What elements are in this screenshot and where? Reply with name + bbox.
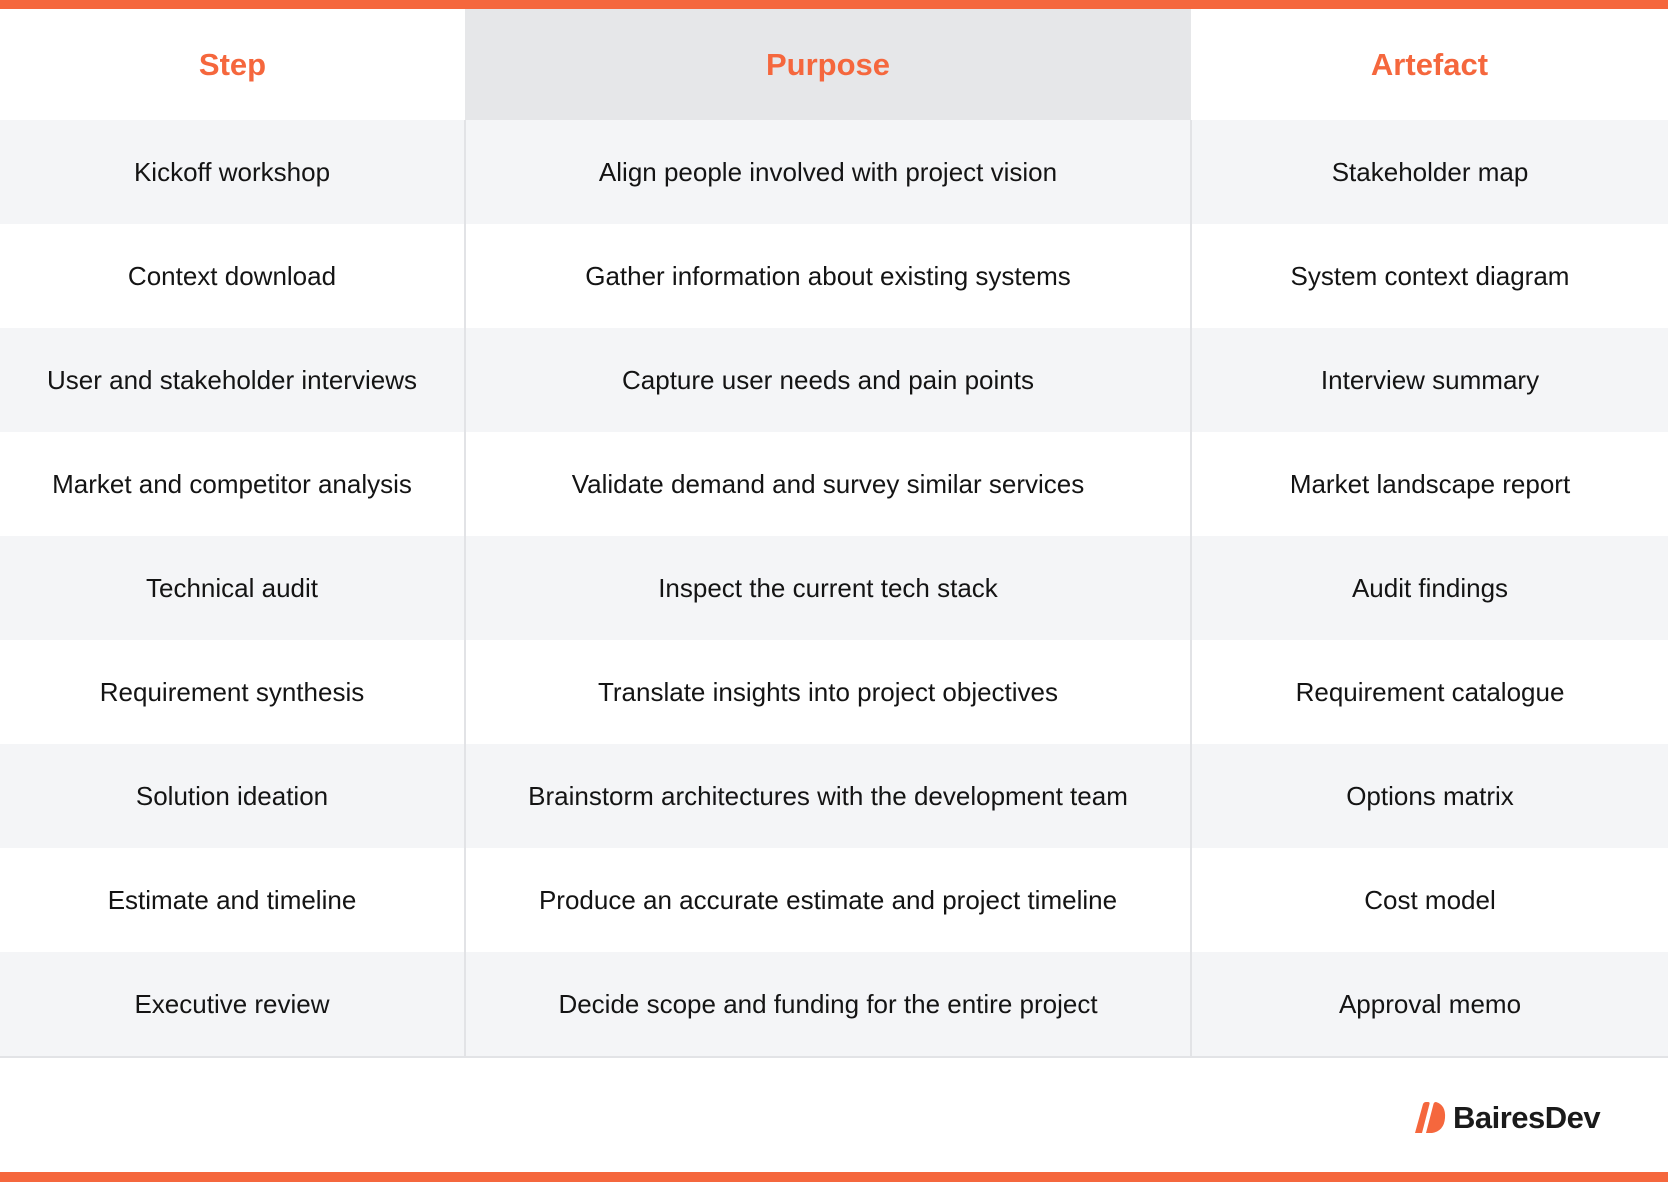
artefact-cell: Cost model	[1191, 848, 1668, 952]
step-cell: Requirement synthesis	[0, 640, 465, 744]
brand-name: BairesDev	[1453, 1100, 1601, 1135]
process-table	[0, 9, 1668, 1058]
artefact-cell: Stakeholder map	[1191, 120, 1668, 224]
artefact-cell: Interview summary	[1191, 328, 1668, 432]
table-row	[0, 848, 1668, 952]
artefact-cell: Requirement catalogue	[1191, 640, 1668, 744]
purpose-cell: Align people involved with project vision	[465, 120, 1191, 224]
bairesdev-logo-icon	[1411, 1101, 1447, 1135]
table-row	[0, 224, 1668, 328]
table-row	[0, 328, 1668, 432]
step-cell: Executive review	[0, 952, 465, 1057]
purpose-cell: Inspect the current tech stack	[465, 536, 1191, 640]
brand-logo	[1411, 1101, 1600, 1135]
table-row	[0, 432, 1668, 536]
purpose-cell: Translate insights into project objectives	[465, 640, 1191, 744]
step-cell: Estimate and timeline	[0, 848, 465, 952]
table-header-row	[0, 9, 1668, 120]
table-row	[0, 120, 1668, 224]
step-cell: User and stakeholder interviews	[0, 328, 465, 432]
table-row	[0, 536, 1668, 640]
purpose-cell: Validate demand and survey similar services	[465, 432, 1191, 536]
artefact-cell: Options matrix	[1191, 744, 1668, 848]
step-cell: Market and competitor analysis	[0, 432, 465, 536]
purpose-cell: Gather information about existing systems	[465, 224, 1191, 328]
table-row	[0, 640, 1668, 744]
purpose-cell: Produce an accurate estimate and project timeline	[465, 848, 1191, 952]
purpose-cell: Brainstorm architectures with the development team	[465, 744, 1191, 848]
step-cell: Technical audit	[0, 536, 465, 640]
step-cell: Solution ideation	[0, 744, 465, 848]
purpose-cell: Capture user needs and pain points	[465, 328, 1191, 432]
step-cell: Context download	[0, 224, 465, 328]
bottom-accent-bar	[0, 1172, 1668, 1182]
artefact-cell: Approval memo	[1191, 952, 1668, 1057]
purpose-cell: Decide scope and funding for the entire project	[465, 952, 1191, 1057]
table-row	[0, 744, 1668, 848]
column-header-purpose: Purpose	[465, 9, 1191, 120]
artefact-cell: Audit findings	[1191, 536, 1668, 640]
artefact-cell: System context diagram	[1191, 224, 1668, 328]
table-row	[0, 952, 1668, 1057]
artefact-cell: Market landscape report	[1191, 432, 1668, 536]
step-cell: Kickoff workshop	[0, 120, 465, 224]
column-header-artefact: Artefact	[1191, 9, 1668, 120]
top-accent-bar	[0, 0, 1668, 9]
column-header-step: Step	[0, 9, 465, 120]
